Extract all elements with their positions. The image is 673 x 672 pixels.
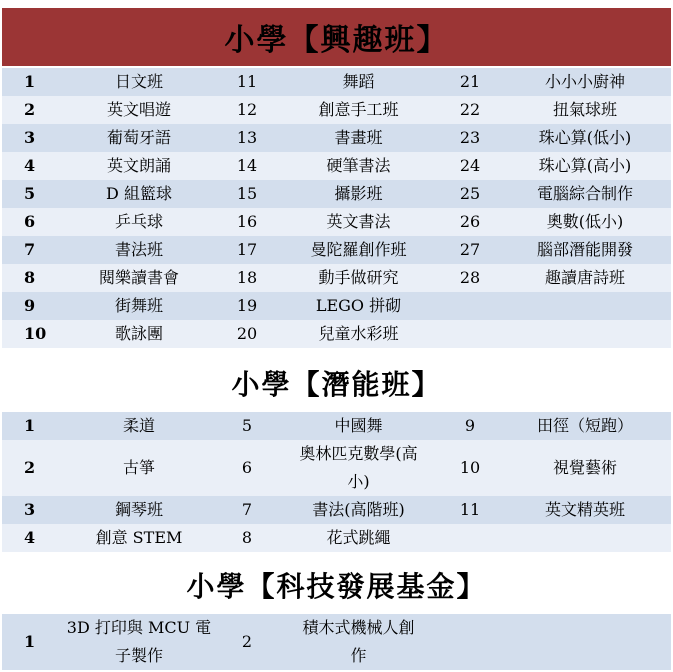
class-name: 乒乓球: [60, 208, 218, 236]
potential-table: [2, 412, 671, 552]
row-number: 2: [2, 96, 60, 124]
row-number: [441, 614, 499, 670]
class-name: 英文精英班: [499, 496, 671, 524]
row-number: 3: [2, 124, 60, 152]
class-name: 珠心算(低小): [499, 124, 671, 152]
row-number: 6: [218, 440, 276, 496]
row-number: [441, 292, 499, 320]
class-name: 古箏: [60, 440, 218, 496]
class-name: 書畫班: [276, 124, 441, 152]
table-row: [2, 68, 671, 96]
class-name: 硬筆書法: [276, 152, 441, 180]
row-number: 10: [441, 440, 499, 496]
class-name: 歌詠團: [60, 320, 218, 348]
potential-section-title: 小學【潛能班】: [2, 355, 671, 411]
class-name: 柔道: [60, 412, 218, 440]
class-name: 3D 打印與 MCU 電 子製作: [60, 614, 218, 670]
table-row: [2, 264, 671, 292]
class-name: 奧林匹克數學(高 小): [276, 440, 441, 496]
interest-table: [2, 68, 671, 348]
tech-section-title: 小學【科技發展基金】: [2, 557, 671, 613]
class-name: 街舞班: [60, 292, 218, 320]
row-number: 1: [2, 68, 60, 96]
interest-section-title: 小學【興趣班】: [2, 8, 671, 66]
class-name: 奧數(低小): [499, 208, 671, 236]
class-name: 英文書法: [276, 208, 441, 236]
table-row: [2, 152, 671, 180]
table-row: [2, 96, 671, 124]
class-name: 兒童水彩班: [276, 320, 441, 348]
row-number: 28: [441, 264, 499, 292]
row-number: 8: [2, 264, 60, 292]
class-name: [499, 614, 671, 670]
class-name: 曼陀羅創作班: [276, 236, 441, 264]
row-number: 24: [441, 152, 499, 180]
row-number: 5: [218, 412, 276, 440]
class-name: 動手做研究: [276, 264, 441, 292]
row-number: [441, 320, 499, 348]
row-number: 21: [441, 68, 499, 96]
class-name: 日文班: [60, 68, 218, 96]
class-name: 英文唱遊: [60, 96, 218, 124]
row-number: 8: [218, 524, 276, 552]
row-number: 19: [218, 292, 276, 320]
row-number: 26: [441, 208, 499, 236]
row-number: 20: [218, 320, 276, 348]
table-row: [2, 496, 671, 524]
row-number: 9: [441, 412, 499, 440]
class-name: 葡萄牙語: [60, 124, 218, 152]
row-number: 11: [441, 496, 499, 524]
row-number: 1: [2, 412, 60, 440]
row-number: 17: [218, 236, 276, 264]
row-number: 7: [2, 236, 60, 264]
table-row: [2, 292, 671, 320]
class-name: [499, 524, 671, 552]
class-name: 閱樂讀書會: [60, 264, 218, 292]
row-number: 22: [441, 96, 499, 124]
row-number: 6: [2, 208, 60, 236]
row-number: 25: [441, 180, 499, 208]
class-name: 腦部潛能開發: [499, 236, 671, 264]
class-name: 創意 STEM: [60, 524, 218, 552]
table-row: [2, 524, 671, 552]
class-name: 英文朗誦: [60, 152, 218, 180]
row-number: 9: [2, 292, 60, 320]
row-number: 7: [218, 496, 276, 524]
row-number: 12: [218, 96, 276, 124]
row-number: 23: [441, 124, 499, 152]
table-row: [2, 124, 671, 152]
class-name: 趣讀唐詩班: [499, 264, 671, 292]
row-number: 5: [2, 180, 60, 208]
class-name: 中國舞: [276, 412, 441, 440]
class-name: 書法(高階班): [276, 496, 441, 524]
class-name: 攝影班: [276, 180, 441, 208]
class-name: 創意手工班: [276, 96, 441, 124]
class-name: [499, 292, 671, 320]
row-number: [441, 524, 499, 552]
class-name: 視覺藝術: [499, 440, 671, 496]
table-row: [2, 614, 671, 670]
class-name: 鋼琴班: [60, 496, 218, 524]
table-row: [2, 208, 671, 236]
class-name: 積木式機械人創 作: [276, 614, 441, 670]
row-number: 16: [218, 208, 276, 236]
row-number: 4: [2, 524, 60, 552]
row-number: 15: [218, 180, 276, 208]
class-name: 花式跳繩: [276, 524, 441, 552]
class-name: 舞蹈: [276, 68, 441, 96]
class-name: [499, 320, 671, 348]
row-number: 1: [2, 614, 60, 670]
row-number: 18: [218, 264, 276, 292]
row-number: 27: [441, 236, 499, 264]
row-number: 4: [2, 152, 60, 180]
row-number: 14: [218, 152, 276, 180]
table-row: [2, 236, 671, 264]
row-number: 2: [2, 440, 60, 496]
table-row: [2, 180, 671, 208]
table-row: [2, 320, 671, 348]
class-name: 田徑（短跑）: [499, 412, 671, 440]
row-number: 11: [218, 68, 276, 96]
class-name: 扭氣球班: [499, 96, 671, 124]
tech-table: [2, 614, 671, 670]
class-name: LEGO 拼砌: [276, 292, 441, 320]
class-name: D 組籃球: [60, 180, 218, 208]
class-name: 小小小廚神: [499, 68, 671, 96]
class-name: 書法班: [60, 236, 218, 264]
row-number: 3: [2, 496, 60, 524]
row-number: 10: [2, 320, 60, 348]
table-row: [2, 412, 671, 440]
row-number: 13: [218, 124, 276, 152]
class-name: 珠心算(高小): [499, 152, 671, 180]
class-name: 電腦綜合制作: [499, 180, 671, 208]
table-row: [2, 440, 671, 496]
row-number: 2: [218, 614, 276, 670]
